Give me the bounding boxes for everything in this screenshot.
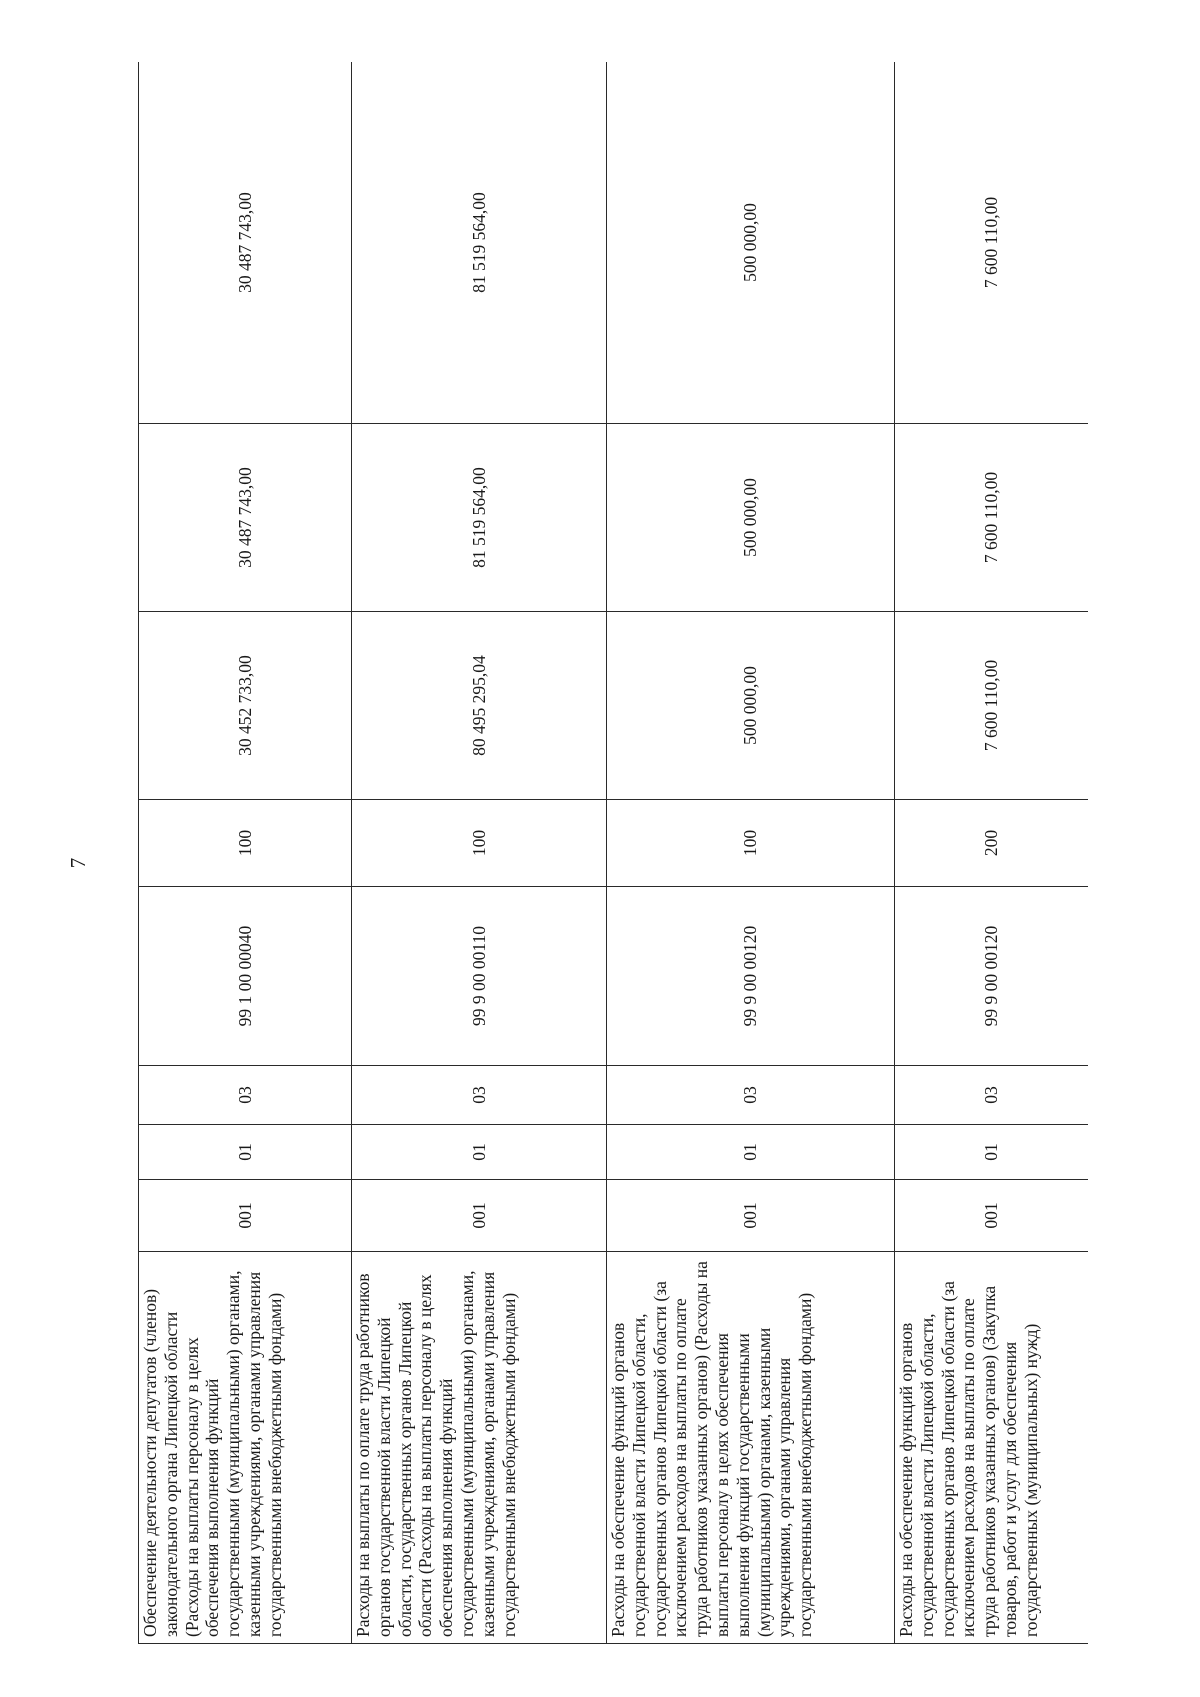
amount-1: 80 495 295,04	[352, 612, 607, 800]
section-code: 01	[352, 1125, 607, 1180]
section-code: 01	[607, 1125, 895, 1180]
row-description: Обеспечение деятельности депутатов (членов) законодательного органа Липецкой области (Расходы на выплаты персоналу в целях обеспечения выполнения функций государственными (муниципальными) органами, казенными учреждениями, органами управления государственными внебюджетными фондами)	[139, 1252, 352, 1644]
budget-table	[138, 62, 1088, 1644]
amount-2: 81 519 564,00	[352, 424, 607, 612]
table-row	[607, 62, 895, 1644]
budget-table-frame	[138, 62, 1088, 1644]
subsection-code: 03	[352, 1066, 607, 1125]
target-article-code: 99 9 00 00110	[352, 887, 607, 1066]
target-article-code: 99 9 00 00120	[607, 887, 895, 1066]
target-article-code: 99 9 00 00120	[895, 887, 1089, 1066]
ministry-code: 001	[895, 1180, 1089, 1252]
page-number: 7	[66, 857, 90, 869]
subsection-code: 03	[895, 1066, 1089, 1125]
section-code: 01	[895, 1125, 1089, 1180]
amount-2: 500 000,00	[607, 424, 895, 612]
row-description: Расходы на обеспечение функций органов государственной власти Липецкой области, государственных органов Липецкой области (за исключением расходов на выплаты по оплате труда работников указанных органов) (Закупка товаров, работ и услуг для обеспечения государственных (муниципальных) нужд)	[895, 1252, 1089, 1644]
table-row	[895, 62, 1089, 1644]
amount-1: 7 600 110,00	[895, 612, 1089, 800]
target-article-code: 99 1 00 00040	[139, 887, 352, 1066]
amount-1: 30 452 733,00	[139, 612, 352, 800]
table-row	[139, 62, 352, 1644]
ministry-code: 001	[139, 1180, 352, 1252]
amount-3: 500 000,00	[607, 62, 895, 424]
ministry-code: 001	[607, 1180, 895, 1252]
table-row	[352, 62, 607, 1644]
expense-type-code: 100	[352, 800, 607, 887]
row-description: Расходы на выплаты по оплате труда работников органов государственной власти Липецкой области, государственных органов Липецкой области (Расходы на выплаты персоналу в целях обеспечения выполнения функций государственными (муниципальными) органами, казенными учреждениями, органами управления государственными внебюджетными фондами)	[352, 1252, 607, 1644]
amount-2: 7 600 110,00	[895, 424, 1089, 612]
amount-3: 81 519 564,00	[352, 62, 607, 424]
row-description: Расходы на обеспечение функций органов государственной власти Липецкой области, государственных органов Липецкой области (за исключением расходов на выплаты по оплате труда работников указанных органов) (Расходы на выплаты персоналу в целях обеспечения выполнения функций государственными (муниципальными) органами, казенными учреждениями, органами управления государственными внебюджетными фондами)	[607, 1252, 895, 1644]
expense-type-code: 100	[139, 800, 352, 887]
subsection-code: 03	[139, 1066, 352, 1125]
amount-2: 30 487 743,00	[139, 424, 352, 612]
amount-3: 7 600 110,00	[895, 62, 1089, 424]
amount-3: 30 487 743,00	[139, 62, 352, 424]
section-code: 01	[139, 1125, 352, 1180]
amount-1: 500 000,00	[607, 612, 895, 800]
expense-type-code: 100	[607, 800, 895, 887]
subsection-code: 03	[607, 1066, 895, 1125]
expense-type-code: 200	[895, 800, 1089, 887]
ministry-code: 001	[352, 1180, 607, 1252]
